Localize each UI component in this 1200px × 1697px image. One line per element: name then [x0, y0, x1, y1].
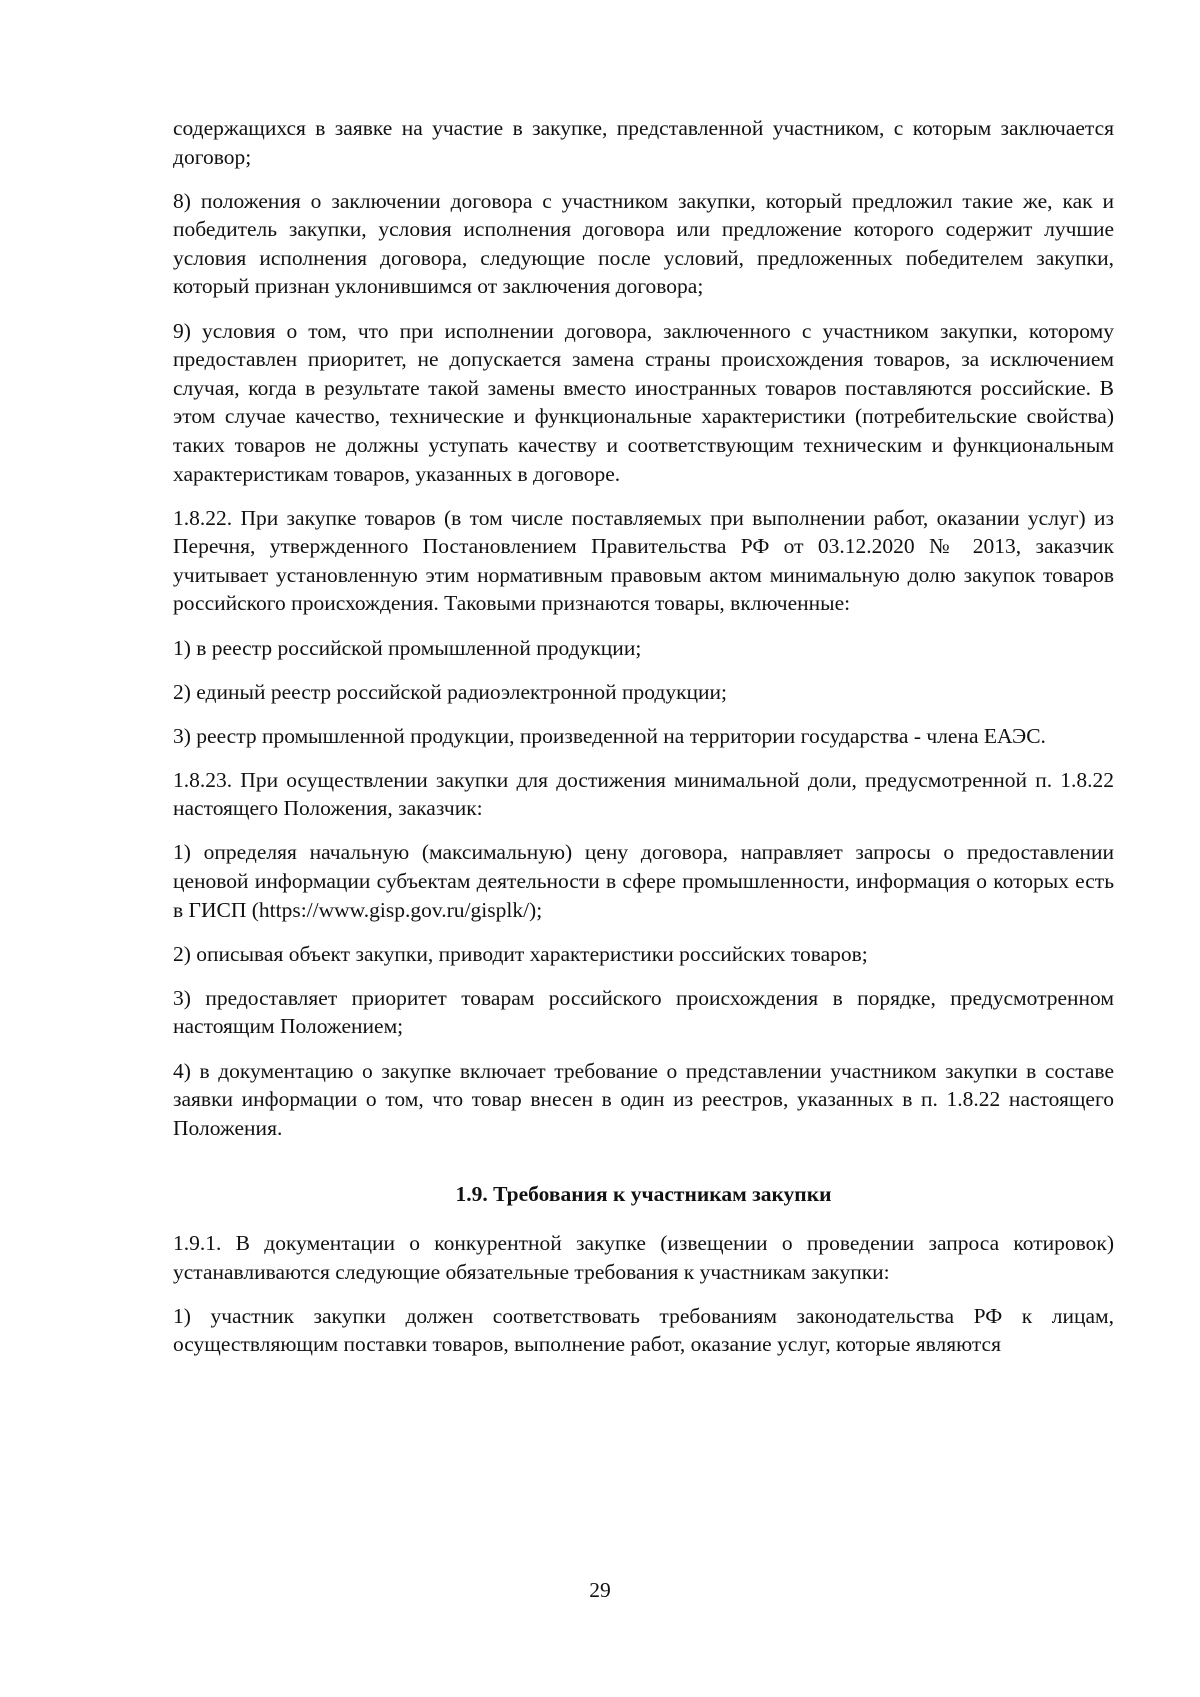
paragraph-1-8-23: 1.8.23. При осуществлении закупки для достижения минимальной доли, предусмотренной п. 1.8.22 настоящего Положения, заказчик: — [173, 767, 1114, 821]
paragraph-registry-3: 3) реестр промышленной продукции, произведенной на территории государства - члена ЕАЭС. — [173, 723, 1046, 748]
paragraph-registry-2: 2) единый реестр российской радиоэлектронной продукции; — [173, 679, 728, 704]
paragraph-item-8: 8) положения о заключении договора с участником закупки, который предложил такие же, как и победитель закупки, условия исполнения договора или предложение которого содержит лучшие условия исполнения договора, следующие после условий, предложенных победителем закупки, который признан уклонившимся от заключения договора; — [173, 188, 1114, 299]
paragraph-registry-1: 1) в реестр российской промышленной продукции; — [173, 635, 642, 660]
paragraph-continuation: содержащихся в заявке на участие в закупке, представленной участником, с которым заключается договор; — [173, 116, 1114, 169]
paragraph-action-2: 2) описывая объект закупки, приводит характеристики российских товаров; — [173, 941, 868, 966]
paragraph-item-9: 9) условия о том, что при исполнении договора, заключенного с участником закупки, которому предоставлен приоритет, не допускается замена страны происхождения товаров, за исключением случая, когда в результате такой замены вместо иностранных товаров поставляются российские. В этом случае качество, технические и функциональные характеристики (потребительские свойства) таких товаров не должны уступать качеству и соответствующим техническим и функциональным характеристикам товаров, указанных в договоре. — [173, 318, 1114, 486]
paragraph-requirement-1: 1) участник закупки должен соответствовать требованиям законодательства РФ к лицам, осуществляющим поставки товаров, выполнение работ, оказание услуг, которые являются — [173, 1303, 1114, 1357]
paragraph-1-9-1: 1.9.1. В документации о конкурентной закупке (извещении о проведении запроса котировок) устанавливаются следующие обязательные требования к участникам закупки: — [173, 1230, 1114, 1284]
paragraph-action-4: 4) в документацию о закупке включает требование о представлении участником закупки в составе заявки информации о том, что товар внесен в один из реестров, указанных в п. 1.8.22 настоящего Положения. — [173, 1058, 1114, 1140]
paragraph-1-8-22: 1.8.22. При закупке товаров (в том числе поставляемых при выполнении работ, оказании услуг) из Перечня, утвержденного Постановлением Правительства РФ от 03.12.2020 № 2013, заказчик учитывает установленную этим нормативным правовым актом минимальную долю закупок товаров российского происхождения. Таковыми признаются товары, включенные: — [173, 505, 1114, 616]
paragraph-action-1: 1) определяя начальную (максимальную) цену договора, направляет запросы о предоставлении ценовой информации субъектам деятельности в сфере промышленности, информация о которых есть в ГИСП (https://www.gisp.gov.ru/gisplk/); — [173, 840, 1114, 922]
section-heading-1-9: 1.9. Требования к участникам закупки — [455, 1182, 832, 1207]
paragraph-action-3: 3) предоставляет приоритет товарам российского происхождения в порядке, предусмотренном настоящим Положением; — [173, 985, 1114, 1039]
page-number: 29 — [589, 1578, 611, 1602]
document-body — [173, 114, 1114, 1374]
